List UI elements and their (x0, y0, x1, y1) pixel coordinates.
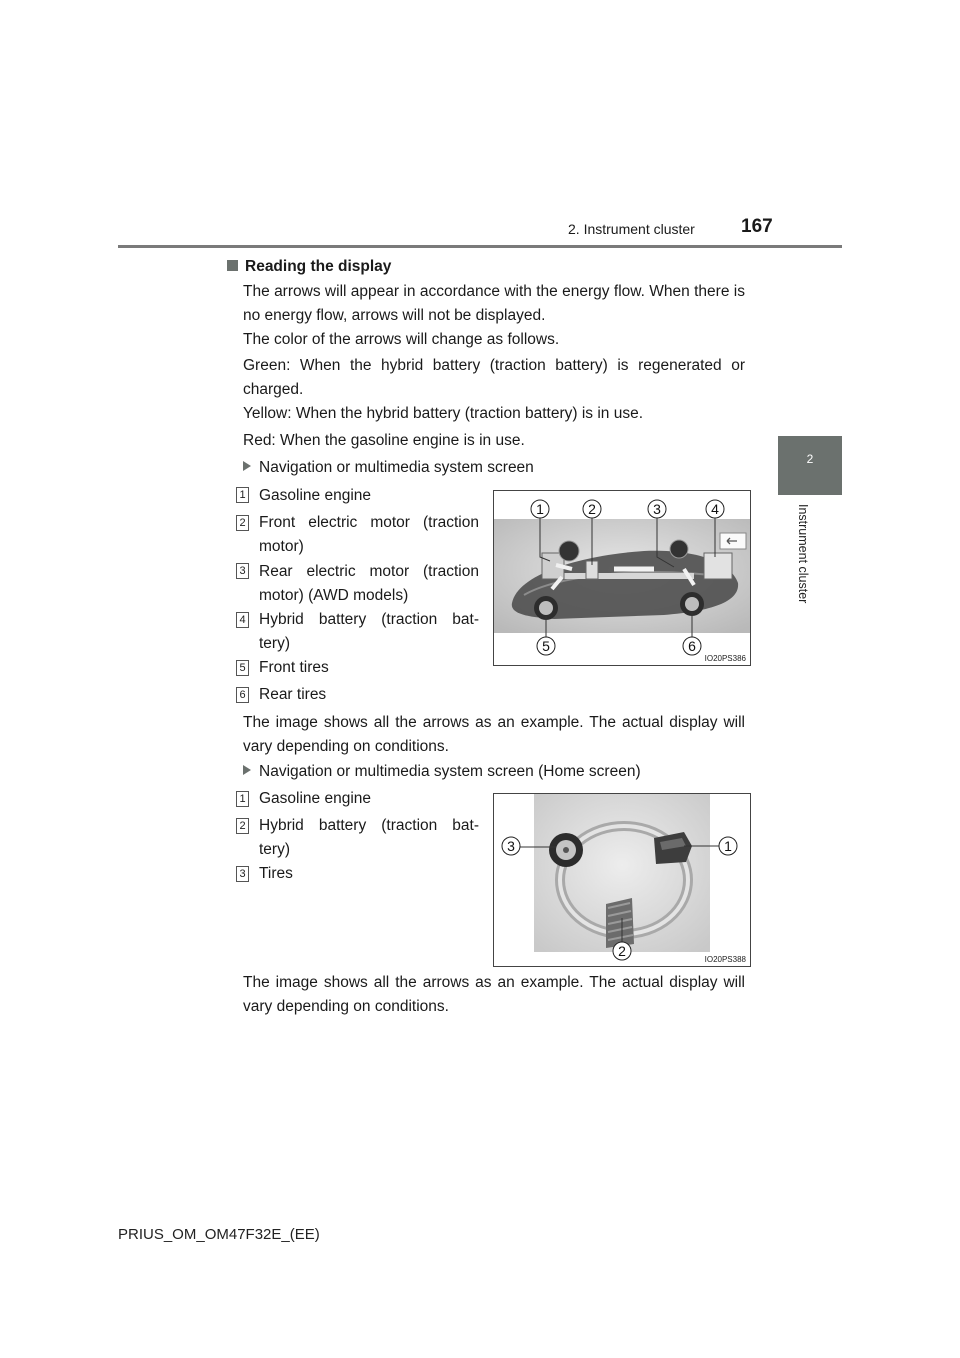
document-id: PRIUS_OM_OM47F32E_(EE) (118, 1226, 320, 1243)
item-label: Front tires (259, 659, 329, 676)
callout-label: 1 (536, 501, 544, 517)
subsection-title-1 (243, 456, 534, 480)
item-number: 2 (236, 515, 249, 531)
paragraph-green: Green: When the hybrid battery (traction battery) is regenerated or charged. (243, 357, 745, 398)
header-rule (118, 245, 842, 248)
note-paragraph-2: The image shows all the arrows as an example. The actual display will vary depending on conditions. (243, 974, 745, 1015)
callout-label: 2 (618, 943, 626, 959)
item-label-cont: motor) (AWD models) (259, 587, 409, 604)
chapter-title: Instrument cluster (796, 504, 810, 604)
item-label: Hybrid battery (traction bat- (259, 611, 479, 628)
callout-label: 6 (688, 638, 696, 654)
item-number: 1 (236, 791, 249, 807)
triangle-bullet-icon (243, 461, 251, 471)
subsection-title-2 (243, 760, 641, 784)
square-bullet-icon (227, 260, 238, 271)
item-number: 6 (236, 687, 249, 703)
item-number: 2 (236, 818, 249, 834)
callout-label: 3 (507, 838, 515, 854)
item-label: Rear electric motor (traction (259, 563, 479, 580)
item-number: 1 (236, 487, 249, 503)
callout-label: 3 (653, 501, 661, 517)
figure-code: IO20PS386 (704, 654, 746, 663)
item-label: Tires (259, 865, 293, 882)
note-paragraph-1: The image shows all the arrows as an example. The actual display will vary depending on conditions. (243, 714, 745, 755)
item-label-cont: tery) (259, 635, 290, 652)
item-number: 4 (236, 612, 249, 628)
callout-label: 5 (542, 638, 550, 654)
item-number: 5 (236, 660, 249, 676)
car-illustration (494, 491, 750, 665)
home-screen-illustration (494, 794, 750, 966)
page-number: 167 (741, 216, 773, 237)
item-label-cont: motor) (259, 538, 304, 555)
figure-home-screen (493, 793, 751, 967)
subsection-title-1-text: Navigation or multimedia system screen (259, 459, 534, 476)
paragraph-yellow: Yellow: When the hybrid battery (traction battery) is in use. (243, 405, 644, 422)
item-label: Rear tires (259, 686, 327, 703)
item-label: Front electric motor (traction (259, 514, 479, 531)
paragraph-red: Red: When the gasoline engine is in use. (243, 432, 525, 449)
paragraph-color-change: The color of the arrows will change as follows. (243, 331, 560, 348)
item-label: Gasoline engine (259, 487, 372, 504)
callout-label: 4 (711, 501, 719, 517)
callout-label: 2 (588, 501, 596, 517)
callout-label: 1 (724, 838, 732, 854)
figure-energy-flow-car (493, 490, 751, 666)
item-label: Hybrid battery (traction bat- (259, 817, 479, 834)
section-heading (227, 255, 391, 279)
subsection-title-2-text: Navigation or multimedia system screen (Home screen) (259, 763, 641, 780)
item-label-cont: tery) (259, 841, 290, 858)
header-section-title: 2. Instrument cluster (568, 221, 695, 237)
item-number: 3 (236, 866, 249, 882)
section-heading-text: Reading the display (245, 258, 392, 275)
figure-code: IO20PS388 (704, 955, 746, 964)
chapter-number: 2 (806, 452, 814, 466)
triangle-bullet-icon (243, 765, 251, 775)
paragraph-energy-flow: The arrows will appear in accordance with the energy flow. When there is no energy flow, arrows will not be displayed. (243, 283, 745, 324)
item-number: 3 (236, 563, 249, 579)
item-label: Gasoline engine (259, 790, 372, 807)
